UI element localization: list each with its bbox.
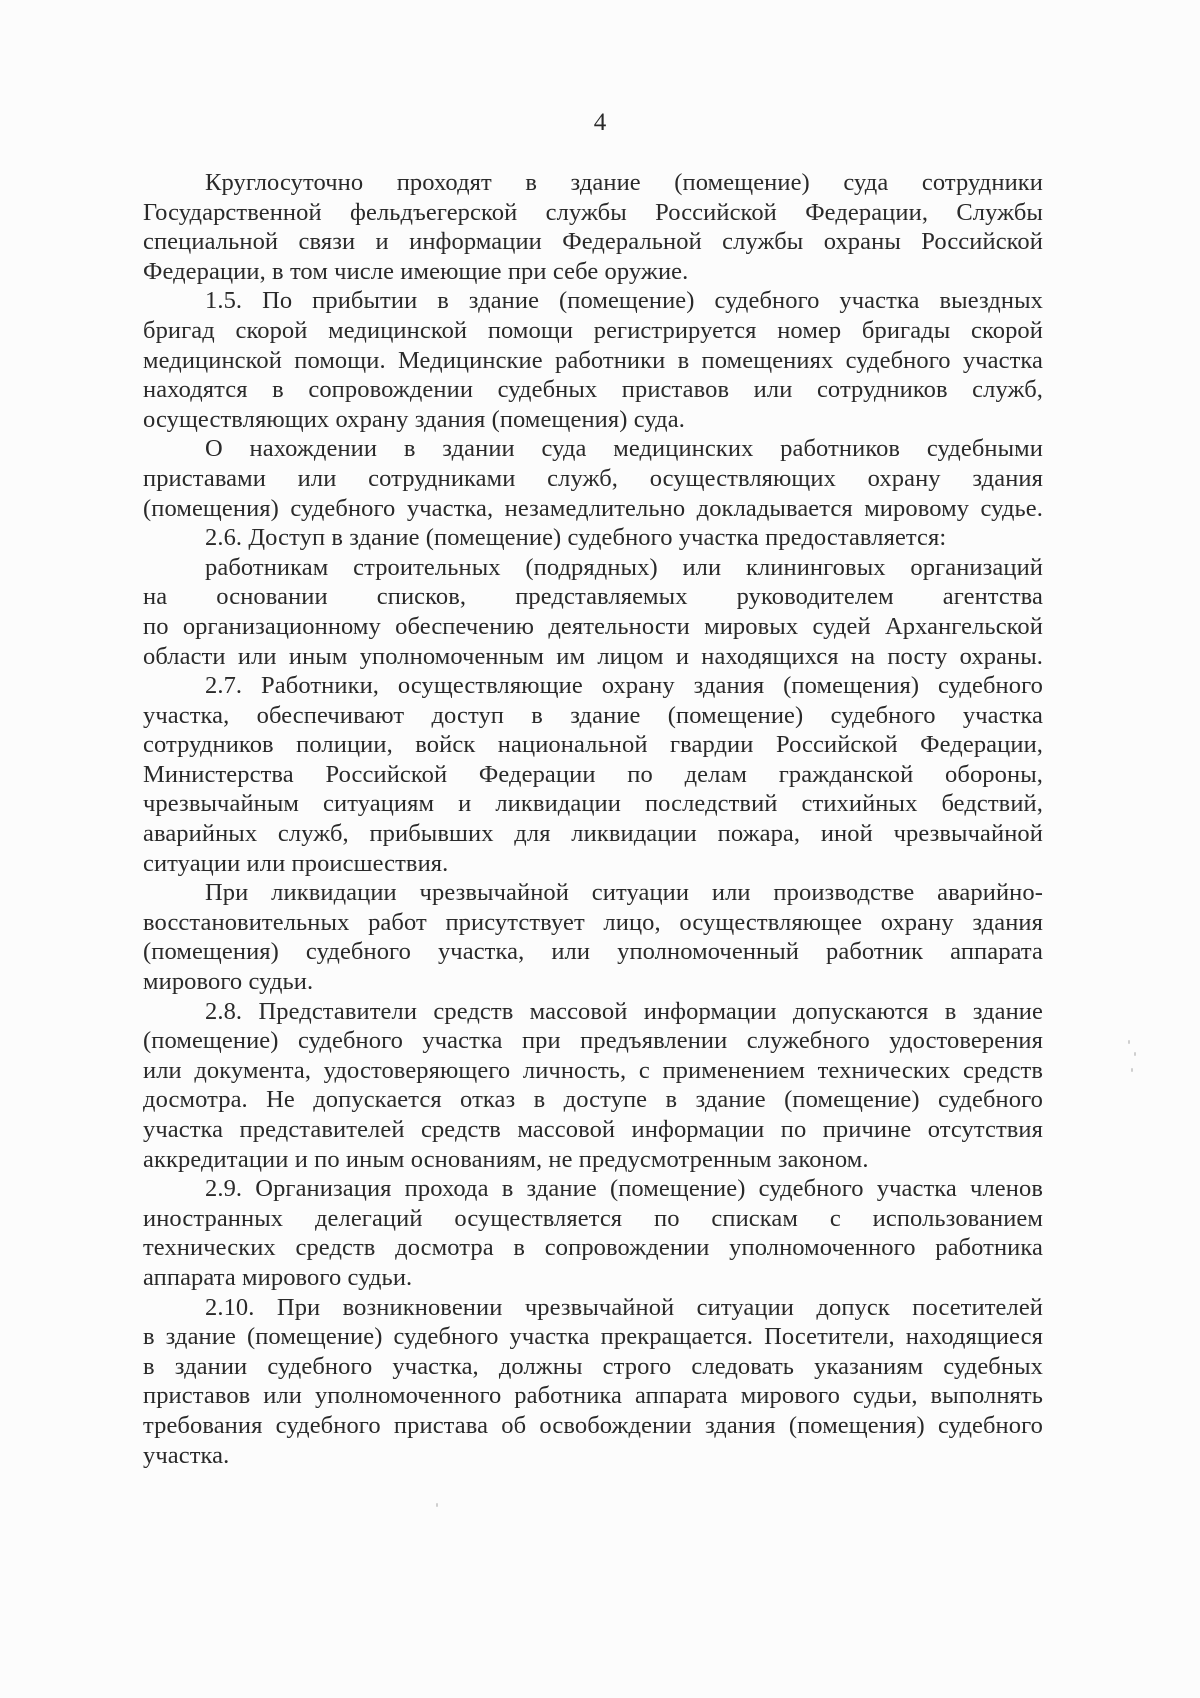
text-line: иностранных делегаций осуществляется по спискам с использованием <box>143 1204 1043 1232</box>
text-line: При ликвидации чрезвычайной ситуации или производстве аварийно- <box>205 879 1043 907</box>
text-line: чрезвычайным ситуациям и ликвидации последствий стихийных бедствий, <box>143 790 1043 818</box>
text-line: осуществляющих охрану здания (помещения) суда. <box>143 405 685 433</box>
scan-speck <box>436 1503 438 1507</box>
text-line: О нахождении в здании суда медицинских работников судебными <box>205 435 1043 463</box>
text-line: аккредитации и по иным основаниям, не предусмотренным законом. <box>143 1145 869 1173</box>
text-line: 2.9. Организация прохода в здание (помещение) судебного участка членов <box>205 1175 1043 1203</box>
text-line: в здании судебного участка, должны строго следовать указаниям судебных <box>143 1352 1043 1380</box>
text-line: досмотра. Не допускается отказ в доступе в здание (помещение) судебного <box>143 1086 1043 1114</box>
text-line: мирового судьи. <box>143 968 314 996</box>
text-line: 2.6. Доступ в здание (помещение) судебного участка предоставляется: <box>205 524 947 552</box>
text-line: в здание (помещение) судебного участка прекращается. Посетители, находящиеся <box>143 1323 1043 1351</box>
text-line: участка, обеспечивают доступ в здание (помещение) судебного участка <box>143 701 1043 729</box>
text-line: 2.8. Представители средств массовой информации допускаются в здание <box>205 997 1043 1025</box>
document-body <box>143 168 1043 1470</box>
text-line: сотрудников полиции, войск национальной гвардии Российской Федерации, <box>143 731 1043 759</box>
text-line: восстановительных работ присутствует лицо, осуществляющее охрану здания <box>143 908 1043 936</box>
text-line: 1.5. По прибытии в здание (помещение) судебного участка выездных <box>205 287 1043 315</box>
text-line: 2.10. При возникновении чрезвычайной ситуации допуск посетителей <box>205 1293 1043 1321</box>
text-line: Государственной фельдъегерской службы Российской Федерации, Службы <box>143 198 1043 226</box>
text-line: участка представителей средств массовой информации по причине отсутствия <box>143 1116 1043 1143</box>
text-line: или документа, удостоверяющего личность, с применением технических средств <box>143 1056 1043 1084</box>
page-number: 4 <box>593 109 607 136</box>
text-line: 2.7. Работники, осуществляющие охрану здания (помещения) судебного <box>205 672 1043 700</box>
text-line: медицинской помощи. Медицинские работники в помещениях судебного участка <box>143 346 1043 374</box>
text-line: приставами или сотрудниками служб, осуществляющих охрану здания <box>143 464 1043 492</box>
text-line: аварийных служб, прибывших для ликвидации пожара, иной чрезвычайной <box>143 820 1043 848</box>
text-line: Круглосуточно проходят в здание (помещение) суда сотрудники <box>205 169 1043 196</box>
text-line: по организационному обеспечению деятельности мировых судей Архангельской <box>143 612 1043 640</box>
text-line: участка. <box>143 1441 230 1469</box>
text-line: бригад скорой медицинской помощи регистрируется номер бригады скорой <box>143 316 1043 344</box>
text-line: работникам строительных (подрядных) или клининговых организаций <box>205 553 1043 581</box>
text-line: находятся в сопровождении судебных приставов или сотрудников служб, <box>143 376 1043 404</box>
text-line: (помещения) судебного участка, незамедлительно докладывается мировому судье. <box>143 494 1043 522</box>
scan-speck <box>1128 1040 1130 1044</box>
text-line: аппарата мирового судьи. <box>143 1263 413 1291</box>
text-line: (помещение) судебного участка при предъявлении служебного удостоверения <box>143 1027 1043 1055</box>
text-line: ситуации или происшествия. <box>143 849 449 877</box>
text-line: специальной связи и информации Федеральной службы охраны Российской <box>143 228 1043 256</box>
text-line: технических средств досмотра в сопровождении уполномоченного работника <box>143 1234 1043 1262</box>
text-line: требования судебного пристава об освобождении здания (помещения) судебного <box>143 1411 1043 1439</box>
text-line: (помещения) судебного участка, или уполномоченный работник аппарата <box>143 938 1043 966</box>
text-line: приставов или уполномоченного работника аппарата мирового судьи, выполнять <box>143 1382 1043 1410</box>
text-line: Федерации, в том числе имеющие при себе оружие. <box>143 257 689 285</box>
text-line: на основании списков, представляемых руководителем агентства <box>143 583 1043 611</box>
scan-speck <box>1131 1068 1133 1072</box>
scan-speck <box>1134 1052 1136 1056</box>
text-line: Министерства Российской Федерации по делам гражданской обороны, <box>143 760 1043 788</box>
text-line: области или иным уполномоченным им лицом и находящихся на посту охраны. <box>143 642 1043 670</box>
